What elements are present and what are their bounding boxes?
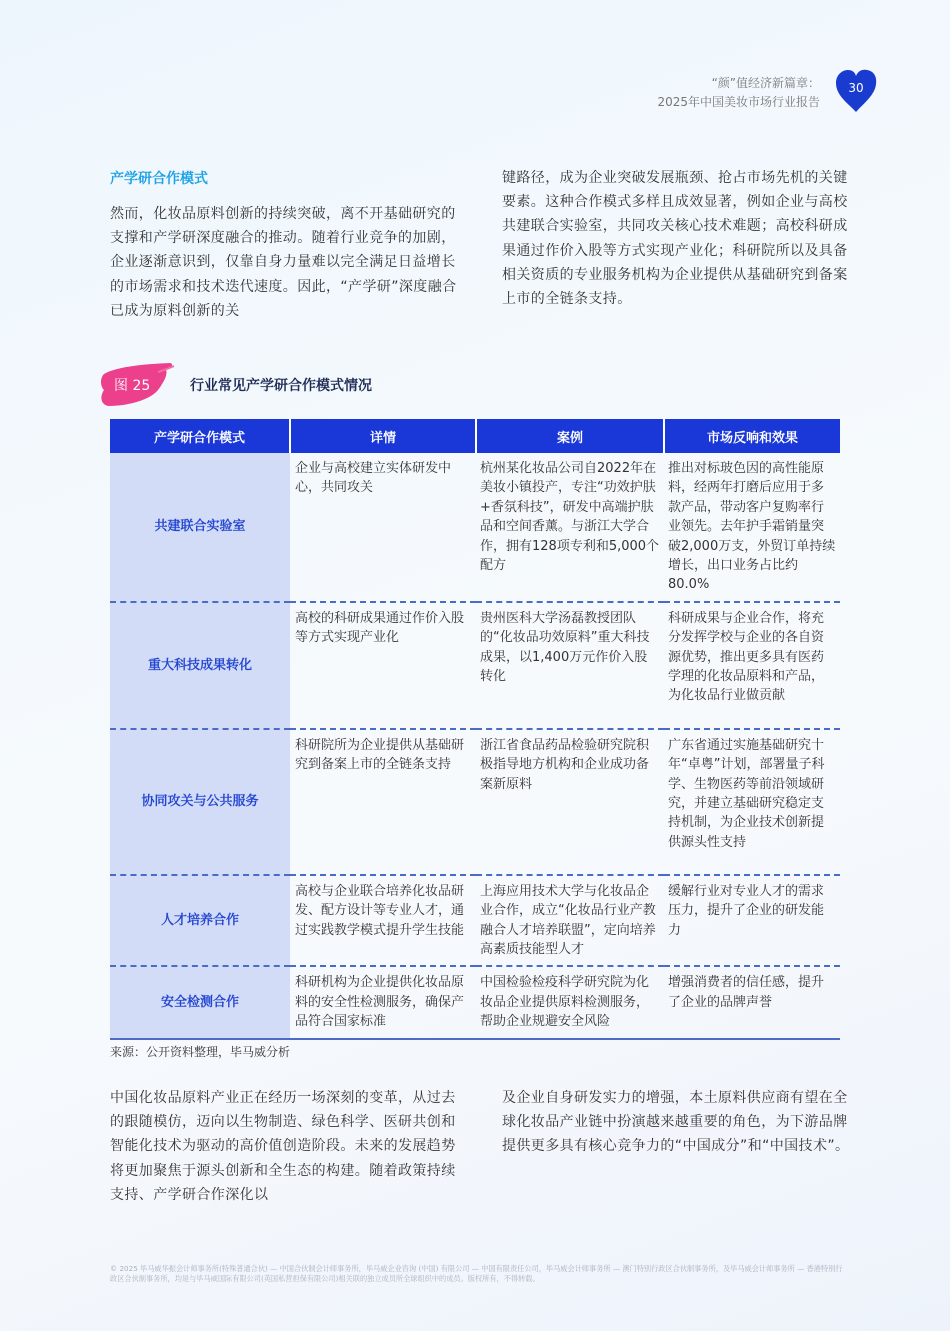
table-row xyxy=(110,966,840,1038)
detail-cell: 科研院所为企业提供从基础研究到备案上市的全链条支持 xyxy=(290,729,476,875)
column-header-case: 案例 xyxy=(476,419,664,453)
mode-cell: 人才培养合作 xyxy=(110,875,290,967)
intro-paragraph-left: 然而，化妆品原料创新的持续突破，离不开基础研究的支撑和产学研深度融合的推动。随着行业竞争的加剧，企业逐渐意识到，仅靠自身力量难以完全满足日益增长的市场需求和技术迭代速度。因此，“产学研”深度融合已成为原料创新的关 xyxy=(110,206,457,319)
table-row xyxy=(110,875,840,967)
case-cell: 贵州医科大学汤磊教授团队的“化妆品功效原料”重大科技成果，以1,400万元作价入股转化 xyxy=(476,602,664,729)
report-header xyxy=(657,74,820,112)
column-header-detail: 详情 xyxy=(290,419,476,453)
intro-paragraph-right: 键路径，成为企业突破发展瓶颈、抢占市场先机的关键要素。这种合作模式多样且成效显著，例如企业与高校共建联合实验室，共同攻关核心技术难题；高校科研成果通过作价入股等方式实现产业化；科研院所以及具备相关资质的专业服务机构为企业提供从基础研究到备案上市的全链条支持。 xyxy=(502,170,848,308)
table-row xyxy=(110,729,840,875)
mode-cell: 协同攻关与公共服务 xyxy=(110,729,290,875)
page-number-badge xyxy=(833,68,879,114)
table-row xyxy=(110,602,840,729)
column-header-mode: 产学研合作模式 xyxy=(110,419,290,453)
figure-number: 图 25 xyxy=(114,378,151,394)
mode-cell: 重大科技成果转化 xyxy=(110,602,290,729)
detail-cell: 企业与高校建立实体研发中心，共同攻关 xyxy=(290,453,476,602)
mode-cell: 安全检测合作 xyxy=(110,966,290,1038)
mode-cell: 共建联合实验室 xyxy=(110,453,290,602)
detail-cell: 高校与企业联合培养化妆品研发、配方设计等专业人才，通过实践教学模式提升学生技能 xyxy=(290,875,476,967)
report-subtitle: “颜”值经济新篇章： xyxy=(711,76,820,90)
case-cell: 杭州某化妆品公司自2022年在美妆小镇投产，专注“功效护肤+香氛科技”，研发中高端护肤品和空间香薰。与浙江大学合作，拥有128项专利和5,000个配方 xyxy=(476,453,664,602)
table-row xyxy=(110,453,840,602)
conclusion-paragraph-right: 及企业自身研发实力的增强，本土原料供应商有望在全球化妆品产业链中扮演越来越重要的角色，为下游品牌提供更多具有核心竞争力的“中国成分”和“中国技术”。 xyxy=(502,1090,850,1155)
table-header-row xyxy=(110,419,840,453)
report-title: 2025年中国美妆市场行业报告 xyxy=(657,95,820,109)
effect-cell: 科研成果与企业合作，将充分发挥学校与企业的各自资源优势，推出更多具有医药学理的化妆品原料和产品，为化妆品行业做贡献 xyxy=(664,602,840,729)
case-cell: 上海应用技术大学与化妆品企业合作，成立“化妆品行业产教融合人才培养联盟”，定向培养高素质技能型人才 xyxy=(476,875,664,967)
effect-cell: 增强消费者的信任感，提升了企业的品牌声誉 xyxy=(664,966,840,1038)
cooperation-modes-table xyxy=(110,419,840,1040)
figure-badge xyxy=(98,360,176,408)
effect-cell: 广东省通过实施基础研究十年“卓粤”计划，部署量子科学、生物医药等前沿领域研究，并建立基础研究稳定支持机制，为企业技术创新提供源头性支持 xyxy=(664,729,840,875)
page-number: 30 xyxy=(848,81,864,95)
effect-cell: 推出对标玻色因的高性能原料，经两年打磨后应用于多款产品，带动客户复购率行业领先。去年护手霜销量突破2,000万支，外贸订单持续增长，出口业务占比约80.0% xyxy=(664,453,840,602)
copyright-footer: © 2025 毕马威华振会计师事务所(特殊普通合伙) — 中国合伙制会计师事务所，毕马威企业咨询 (中国) 有限公司 — 中国有限责任公司，毕马威会计师事务所 — 澳门特别行政区合伙制事务所，及毕马威会计师事务所 — 香港特别行政区合伙制事务所，均是与毕马威国际有限公司(英国私营担保有限公司)相关联的独立成员所全球组织中的成员。版权所有，不得转载。 xyxy=(110,1264,843,1283)
detail-cell: 科研机构为企业提供化妆品原料的安全性检测服务，确保产品符合国家标准 xyxy=(290,966,476,1038)
figure-title: 行业常见产学研合作模式情况 xyxy=(190,378,372,394)
effect-cell: 缓解行业对专业人才的需求压力，提升了企业的研发能力 xyxy=(664,875,840,967)
section-title: 产学研合作模式 xyxy=(110,171,208,187)
conclusion-paragraph-left: 中国化妆品原料产业正在经历一场深刻的变革，从过去的跟随模仿，迈向以生物制造、绿色科学、医研共创和智能化技术为驱动的高价值创造阶段。未来的发展趋势将更加聚焦于源头创新和全生态的构建。随着政策持续支持、产学研合作深化以 xyxy=(110,1090,456,1203)
case-cell: 中国检验检疫科学研究院为化妆品企业提供原料检测服务，帮助企业规避安全风险 xyxy=(476,966,664,1038)
case-cell: 浙江省食品药品检验研究院积极指导地方机构和企业成功备案新原料 xyxy=(476,729,664,875)
column-header-effect: 市场反响和效果 xyxy=(664,419,840,453)
detail-cell: 高校的科研成果通过作价入股等方式实现产业化 xyxy=(290,602,476,729)
source-note: 来源：公开资料整理，毕马威分析 xyxy=(110,1045,291,1059)
